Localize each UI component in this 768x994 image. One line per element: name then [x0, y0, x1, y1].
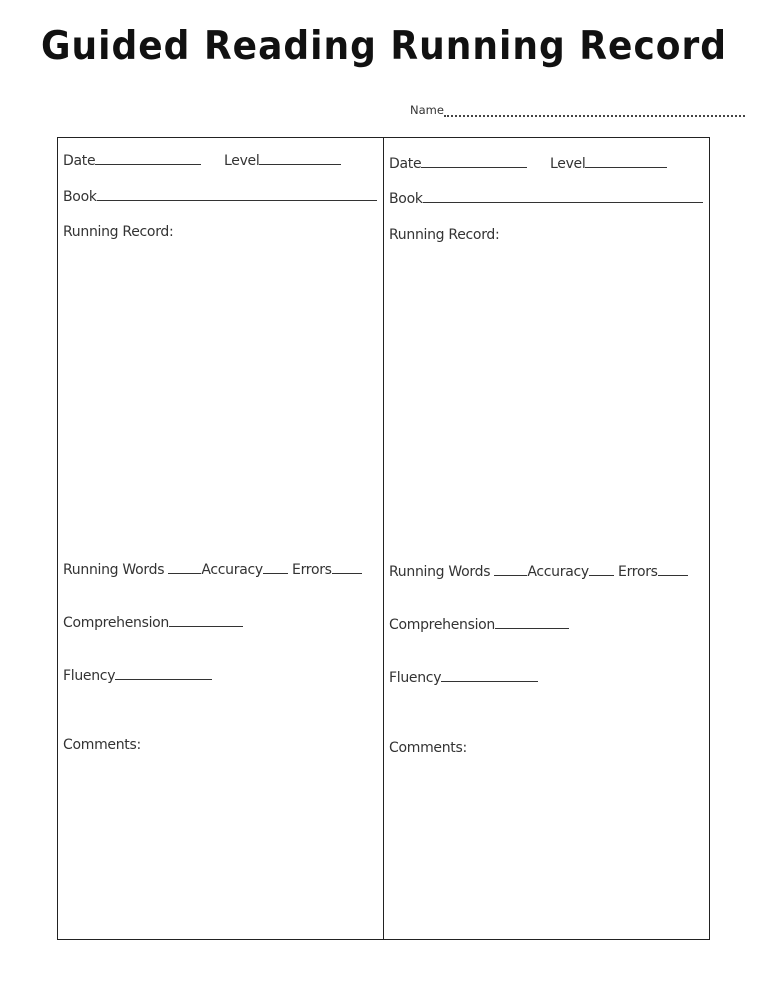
name-field[interactable]: [410, 103, 745, 123]
comprehension-field[interactable]: [389, 616, 569, 633]
fluency-label: Fluency: [389, 670, 442, 686]
errors-blank[interactable]: [658, 563, 688, 576]
date-label: Date: [389, 156, 422, 172]
running-words-label: Running Words: [63, 562, 165, 578]
running-words-row[interactable]: [63, 561, 362, 578]
errors-label: Errors: [292, 562, 332, 578]
record-column-left: [58, 138, 383, 939]
book-field[interactable]: [63, 188, 377, 205]
date-blank[interactable]: [421, 155, 527, 168]
level-field[interactable]: [550, 155, 667, 172]
comprehension-field[interactable]: [63, 614, 243, 631]
running-record-label: Running Record:: [63, 224, 174, 240]
running-record-table: [57, 137, 710, 940]
book-label: Book: [389, 191, 423, 207]
errors-blank[interactable]: [332, 561, 362, 574]
record-column-right: [384, 138, 710, 939]
date-field[interactable]: [63, 152, 201, 169]
comprehension-label: Comprehension: [63, 615, 170, 631]
level-blank[interactable]: [585, 155, 667, 168]
running-record-label: Running Record:: [389, 227, 500, 243]
accuracy-blank[interactable]: [589, 563, 614, 576]
running-words-blank[interactable]: [168, 561, 201, 574]
comments-label: Comments:: [63, 737, 141, 753]
date-blank[interactable]: [95, 152, 201, 165]
running-words-blank[interactable]: [494, 563, 527, 576]
accuracy-label: Accuracy: [201, 562, 263, 578]
name-dotted-line[interactable]: [444, 115, 745, 117]
fluency-label: Fluency: [63, 668, 116, 684]
accuracy-blank[interactable]: [263, 561, 288, 574]
level-label: Level: [550, 156, 586, 172]
book-blank[interactable]: [97, 188, 377, 201]
fluency-blank[interactable]: [115, 667, 212, 680]
book-label: Book: [63, 189, 97, 205]
comments-label: Comments:: [389, 740, 467, 756]
running-words-label: Running Words: [389, 564, 491, 580]
running-words-row[interactable]: [389, 563, 688, 580]
level-field[interactable]: [224, 152, 341, 169]
comprehension-blank[interactable]: [495, 616, 569, 629]
level-blank[interactable]: [259, 152, 341, 165]
fluency-field[interactable]: [389, 669, 538, 686]
fluency-field[interactable]: [63, 667, 212, 684]
date-field[interactable]: [389, 155, 527, 172]
accuracy-label: Accuracy: [527, 564, 589, 580]
name-label: Name: [410, 103, 444, 117]
comprehension-label: Comprehension: [389, 617, 496, 633]
comprehension-blank[interactable]: [169, 614, 243, 627]
page-title: Guided Reading Running Record: [40, 24, 728, 69]
fluency-blank[interactable]: [441, 669, 538, 682]
date-label: Date: [63, 153, 96, 169]
level-label: Level: [224, 153, 260, 169]
book-field[interactable]: [389, 190, 703, 207]
errors-label: Errors: [618, 564, 658, 580]
book-blank[interactable]: [423, 190, 703, 203]
